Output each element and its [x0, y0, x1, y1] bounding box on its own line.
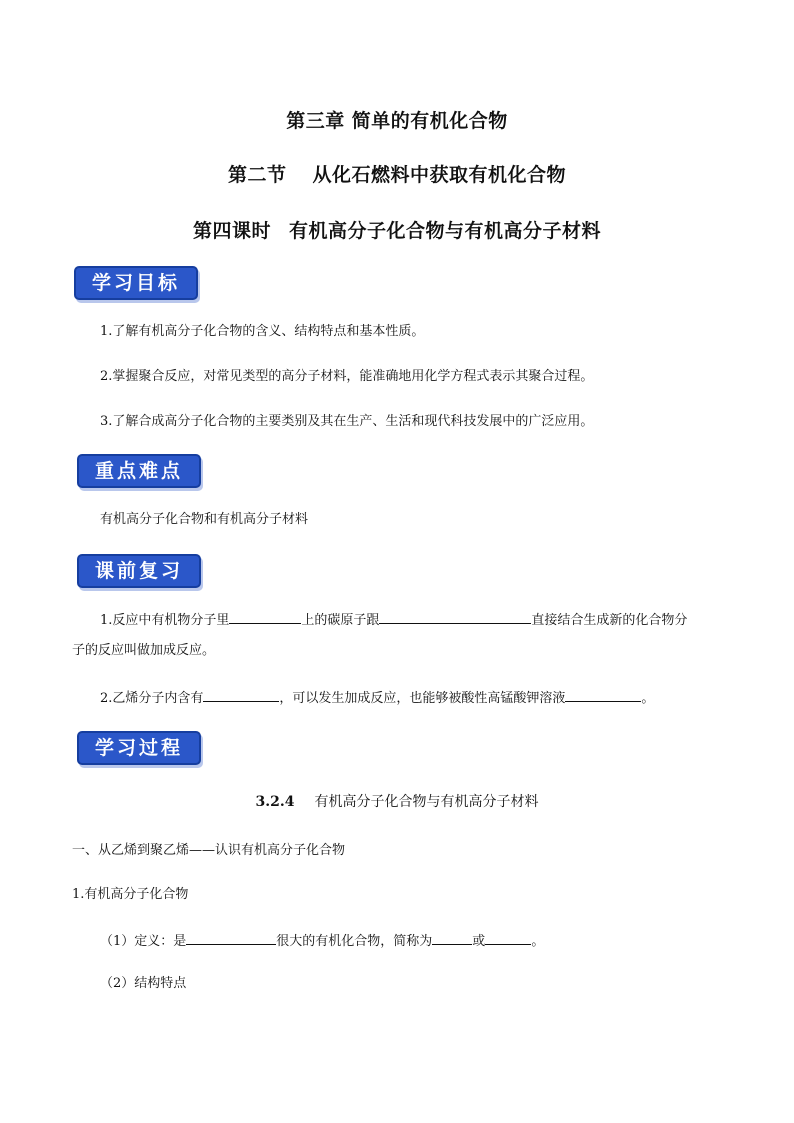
definition-text: 很大的有机化合物，简称为 [276, 934, 433, 949]
lesson-subtitle-text: 有机高分子化合物与有机高分子材料 [314, 794, 539, 810]
fill-blank[interactable] [565, 687, 641, 702]
process-badge: 学习过程 [77, 731, 201, 765]
lesson-number: 第四课时 [192, 220, 271, 242]
definition-line [100, 930, 544, 952]
review-q2-text: 2.乙烯分子内含有 [100, 691, 204, 706]
key-points-badge: 重点难点 [77, 454, 201, 488]
section-number: 第二节 [227, 164, 287, 186]
objective-item: 2.掌握聚合反应，对常见类型的高分子材料，能准确地用化学方程式表示其聚合过程。 [100, 369, 594, 384]
fill-blank[interactable] [229, 609, 301, 624]
fill-blank[interactable] [379, 609, 531, 624]
review-badge: 课前复习 [77, 554, 201, 588]
lesson-name: 有机高分子化合物与有机高分子材料 [289, 220, 602, 242]
section-title [0, 160, 794, 187]
review-question-1-cont: 子的反应叫做加成反应。 [72, 643, 216, 658]
objectives-badge: 学习目标 [74, 266, 198, 300]
review-question-1 [100, 609, 687, 631]
objective-item: 1.了解有机高分子化合物的含义、结构特点和基本性质。 [100, 324, 425, 339]
fill-blank[interactable] [485, 930, 531, 945]
section-heading: 一、从乙烯到聚乙烯——认识有机高分子化合物 [72, 843, 346, 858]
structure-heading: （2）结构特点 [100, 976, 187, 991]
definition-text: 。 [531, 934, 545, 949]
review-q2-text: 。 [641, 691, 655, 706]
objective-item: 3.了解合成高分子化合物的主要类别及其在生产、生活和现代科技发展中的广泛应用。 [100, 414, 594, 429]
definition-text: （1）定义：是 [100, 934, 187, 949]
key-points-text: 有机高分子化合物和有机高分子材料 [100, 512, 309, 527]
review-q2-text: ，可以发生加成反应，也能够被酸性高锰酸钾溶液 [279, 691, 566, 706]
lesson-subtitle-number: 3.2.4 [255, 794, 295, 810]
fill-blank[interactable] [432, 930, 472, 945]
review-q1-text: 直接结合生成新的化合物分 [531, 613, 688, 628]
review-q1-text: 1.反应中有机物分子里 [100, 613, 230, 628]
item-heading: 1.有机高分子化合物 [72, 887, 189, 902]
lesson-subtitle [0, 791, 794, 811]
section-name: 从化石燃料中获取有机化合物 [312, 164, 567, 186]
fill-blank[interactable] [203, 687, 279, 702]
lesson-title [0, 216, 794, 243]
review-question-2 [100, 687, 654, 709]
definition-text: 或 [472, 934, 486, 949]
fill-blank[interactable] [186, 930, 276, 945]
chapter-title: 第三章 简单的有机化合物 [286, 110, 508, 132]
review-q1-text: 上的碳原子跟 [301, 613, 380, 628]
